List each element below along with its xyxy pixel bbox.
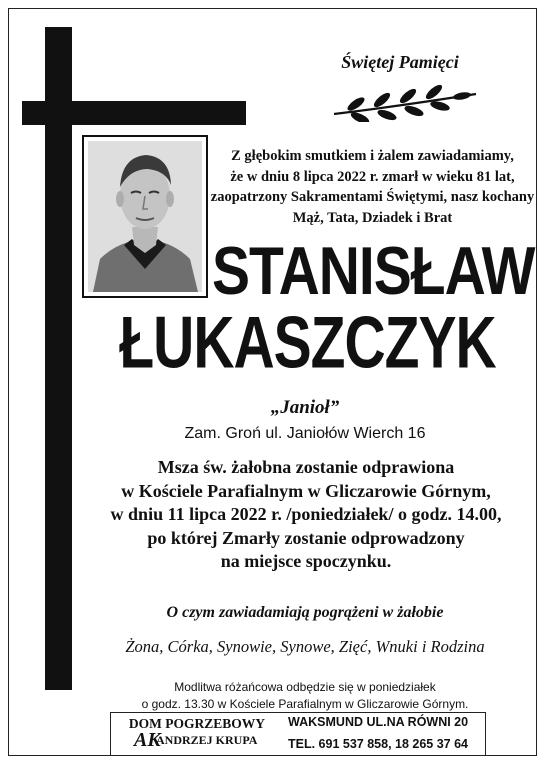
deceased-nickname: „Janioł” — [270, 397, 340, 418]
funeral-mass-info — [78, 456, 534, 574]
deceased-first-name: STANISŁAW — [212, 233, 535, 310]
mass-line: na miejsce spoczynku. — [220, 551, 392, 571]
cross-vertical-beam — [45, 27, 72, 690]
announcement-line: Mąż, Tata, Dziadek i Brat — [292, 209, 453, 226]
announcement-line: że w dniu 8 lipca 2022 r. zmarł w wieku 81 lat, — [230, 168, 515, 185]
mass-line: w Kościele Parafialnym w Gliczarowie Górnym, — [121, 480, 491, 501]
funeral-home-address: WAKSMUND UL.NA RÓWNI 20 — [288, 715, 469, 729]
announcement-line: zaopatrzony Sakramentami Świętymi, nasz kochany — [210, 189, 535, 205]
mass-line: po której Zmarły zostanie odprowadzony — [147, 527, 465, 548]
funeral-home-owner: ANDRZEJ KRUPA — [156, 733, 258, 747]
funeral-home-logo: AK — [134, 729, 161, 751]
portrait-image — [88, 141, 202, 292]
mass-line: w dniu 11 lipca 2022 r. /poniedziałek/ o godz. 14.00, — [110, 504, 502, 524]
cross-horizontal-beam — [22, 101, 246, 125]
mourners-list: Żona, Córka, Synowie, Synowe, Zięć, Wnuki i Rodzina — [125, 637, 485, 656]
rosary-line: Modlitwa różańcowa odbędzie się w poniedziałek — [174, 680, 436, 694]
mass-line: Msza św. żałobna zostanie odprawiona — [157, 457, 455, 477]
funeral-home-name: DOM POGRZEBOWY — [128, 716, 266, 731]
memorial-heading: Świętej Pamięci — [341, 52, 459, 72]
rosary-info — [80, 679, 530, 713]
laurel-branch-icon — [330, 84, 480, 122]
deceased-address: Zam. Groń ul. Janiołów Wierch 16 — [184, 425, 426, 442]
rosary-line: o godz. 13.30 w Kościele Parafialnym w Gliczarowie Górnym. — [141, 697, 469, 711]
mourners-heading: O czym zawiadamiają pogrążeni w żałobie — [166, 604, 444, 621]
funeral-home-phones: TEL. 691 537 858, 18 265 37 64 — [288, 737, 468, 751]
deceased-last-name: ŁUKASZCZYK — [119, 302, 496, 385]
announcement-text — [210, 146, 535, 228]
announcement-line: Z głębokim smutkiem i żalem zawiadamiamy, — [231, 148, 514, 164]
portrait-photo — [82, 135, 208, 298]
